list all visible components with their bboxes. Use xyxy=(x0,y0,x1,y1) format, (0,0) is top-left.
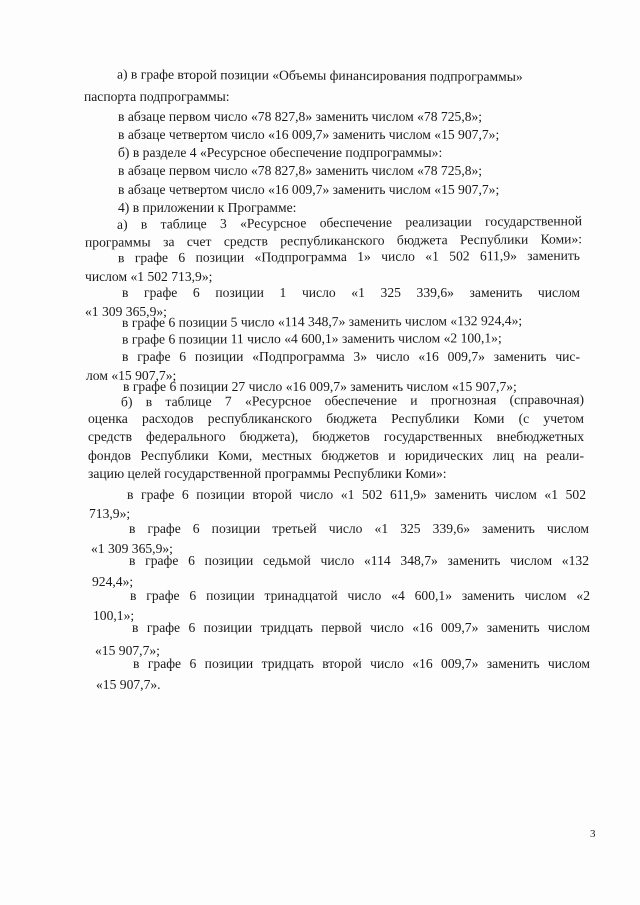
text-line: а) в графе второй позиции «Объемы финансирования подпрограммы» xyxy=(116,66,523,85)
text-line: а) в таблице 3 «Ресурсное обеспечение реализации государственной xyxy=(116,213,583,232)
text-line: в абзаце четвертом число «16 009,7» заменить числом «15 907,7»; xyxy=(118,182,500,197)
text-line: в графе 6 позиции второй число «1 502 611,9» заменить числом «1 502 xyxy=(127,487,586,502)
text-line: «1 309 365,9»; xyxy=(91,541,173,556)
text-line: в графе 6 позиции седьмой число «114 348,7» заменить числом «132 xyxy=(129,553,589,568)
text-line: «1 309 365,9»; xyxy=(85,304,167,319)
text-line: 713,9»; xyxy=(89,506,131,521)
text-line: в графе 6 позиции тринадцатой число «4 600,1» заменить числом «2 xyxy=(130,588,590,603)
text-line: «15 907,7». xyxy=(96,677,161,692)
text-line: оценка расходов республиканского бюджета Республики Коми (с учетом xyxy=(88,411,584,426)
text-line: в графе 6 позиции 5 число «114 348,7» заменить числом «132 924,4»; xyxy=(121,312,523,331)
text-line: лом «15 907,7»; xyxy=(86,368,177,383)
text-line: в графе 6 позиции третьей число «1 325 339,6» заменить числом xyxy=(129,521,589,536)
text-line: «15 907,7»; xyxy=(95,643,160,658)
text-line: в графе 6 позиции 11 число «4 600,1» заменить числом «2 100,1»; xyxy=(121,330,502,347)
text-line: числом «1 502 713,9»; xyxy=(85,269,213,284)
text-line: в графе 6 позиции «Подпрограмма 3» число «16 009,7» заменить чис- xyxy=(122,349,580,364)
text-line: фондов Республики Коми, местных бюджетов и юридических лиц на реали- xyxy=(88,448,584,463)
text-line: в абзаце первом число «78 827,8» заменить числом «78 725,8»; xyxy=(118,163,483,178)
text-line: 924,4»; xyxy=(92,574,134,589)
text-line: в графе 6 позиции «Подпрограмма 1» число «1 502 611,9» заменить xyxy=(117,247,581,266)
text-line: в графе 6 позиции 27 число «16 009,7» заменить числом «15 907,7»; xyxy=(123,379,517,394)
text-line: в графе 6 позиции 1 число «1 325 339,6» заменить числом xyxy=(122,285,580,300)
text-line: б) в таблице 7 «Ресурсное обеспечение и прогнозная (справочная) xyxy=(120,391,585,410)
text-line: 100,1»; xyxy=(93,608,135,623)
text-line: средств федерального бюджета), бюджетов государственных внебюджетных xyxy=(88,429,584,444)
text-line: б) в разделе 4 «Ресурсное обеспечение подпрограммы»: xyxy=(118,145,443,160)
text-line: 4) в приложении к Программе: xyxy=(118,200,297,215)
text-line: паспорта подпрограммы: xyxy=(84,89,230,104)
page-number: 3 xyxy=(590,828,596,840)
text-line: в графе 6 позиции тридцать первой число «16 009,7» заменить числом xyxy=(132,620,590,635)
text-line: в абзаце первом число «78 827,8» заменить числом «78 725,8»; xyxy=(118,109,483,124)
text-line: зацию целей государственной программы Республики Коми»: xyxy=(88,466,447,481)
text-line: в графе 6 позиции тридцать второй число «16 009,7» заменить числом xyxy=(133,656,590,671)
text-line: программы за счет средств республиканского бюджета Республики Коми»: xyxy=(84,231,583,250)
text-line: в абзаце четвертом число «16 009,7» заменить числом «15 907,7»; xyxy=(118,127,500,142)
